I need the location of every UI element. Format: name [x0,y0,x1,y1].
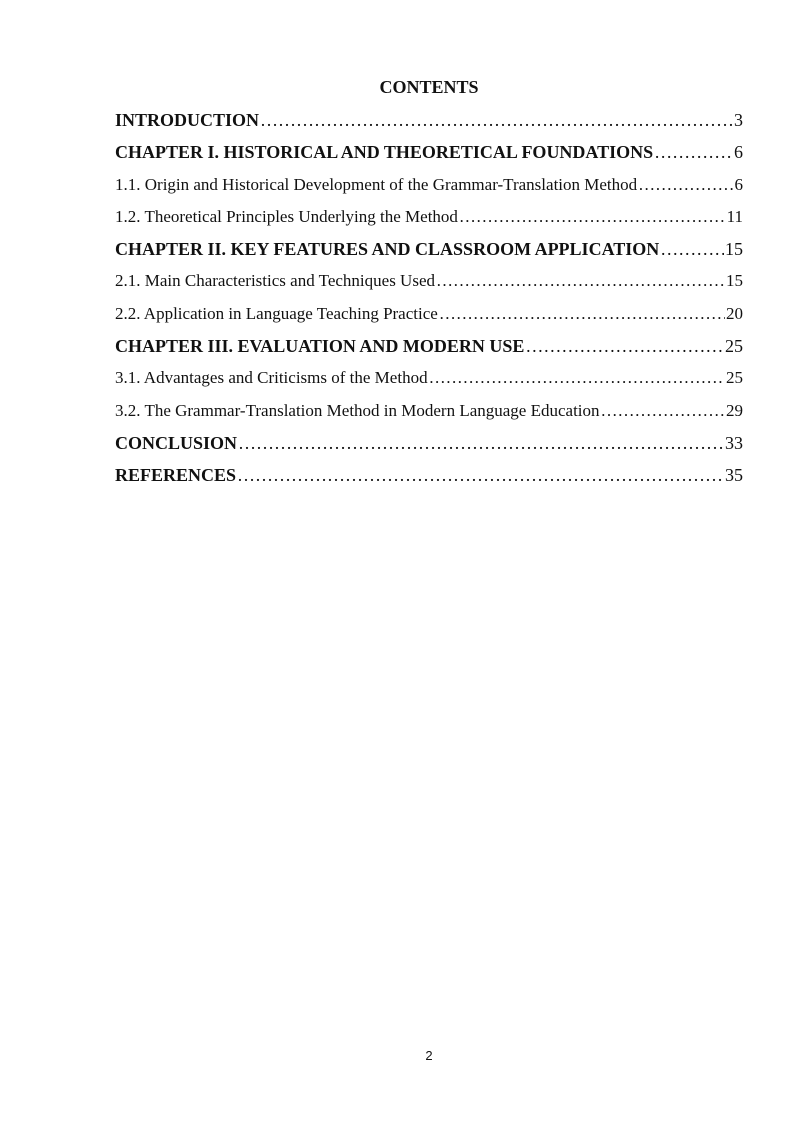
toc-entry-section-3-1 [115,366,743,398]
toc-leader-dots [260,108,733,132]
toc-leader-dots [654,140,733,164]
toc-entry-section-1-2 [115,205,743,237]
toc-entry-title: REFERENCES [115,465,237,486]
toc-leader-dots [436,269,725,293]
toc-entry-title: CHAPTER II. KEY FEATURES AND CLASSROOM APPLICATION [115,239,660,260]
toc-entry-title: INTRODUCTION [115,110,260,130]
toc-entry-section-3-2 [115,399,743,431]
toc-leader-dots [429,366,725,390]
toc-entry-chapter-3 [115,334,743,366]
toc-entry-page: 11 [726,206,743,226]
toc-entry-page: 35 [725,465,743,486]
toc-leader-dots [237,463,724,487]
toc-entry-section-2-2 [115,302,743,334]
toc-entry-page: 6 [734,142,743,163]
toc-entry-conclusion [115,431,743,463]
toc-entry-title: CHAPTER III. EVALUATION AND MODERN USE [115,336,525,357]
toc-leader-dots [459,205,726,229]
toc-entry-page: 6 [734,174,743,194]
toc-entry-chapter-2 [115,237,743,269]
toc-entry-section-2-1 [115,269,743,301]
toc-entry-chapter-1 [115,140,743,172]
toc-leader-dots [638,173,733,197]
toc-entry-title: 2.2. Application in Language Teaching Practice [115,303,438,323]
page-number: 2 [425,1048,433,1063]
toc-entry-page: 3 [734,110,743,130]
toc-entry-page: 33 [725,432,743,453]
toc-entry-title: 1.1. Origin and Historical Development of the Grammar-Translation Method [115,174,638,194]
toc-entry-title: 3.2. The Grammar-Translation Method in Modern Language Education [115,400,600,420]
contents-heading: CONTENTS [379,77,479,97]
toc-entry-title: 2.1. Main Characteristics and Techniques Used [115,271,435,291]
toc-entry-references [115,463,743,495]
toc-entry-page: 29 [726,400,743,420]
toc-entry-page: 15 [725,239,743,260]
toc-entry-title: 1.2. Theoretical Principles Underlying the Method [115,206,458,226]
toc-entry-title: CHAPTER I. HISTORICAL AND THEORETICAL FOUNDATIONS [115,142,654,163]
toc-entry-title: 3.1. Advantages and Criticisms of the Method [115,368,428,388]
toc-leader-dots [525,334,724,358]
toc-leader-dots [238,431,724,455]
toc-entry-section-1-1 [115,173,743,205]
toc-entry-introduction [115,108,743,140]
toc-entry-page: 25 [725,336,743,357]
toc-leader-dots [660,237,724,261]
toc-leader-dots [601,399,725,423]
toc-entry-title: CONCLUSION [115,432,238,453]
toc-entry-page: 15 [726,271,743,291]
toc-leader-dots [439,302,725,326]
table-of-contents [115,108,743,496]
toc-entry-page: 20 [726,303,743,323]
toc-entry-page: 25 [726,368,743,388]
